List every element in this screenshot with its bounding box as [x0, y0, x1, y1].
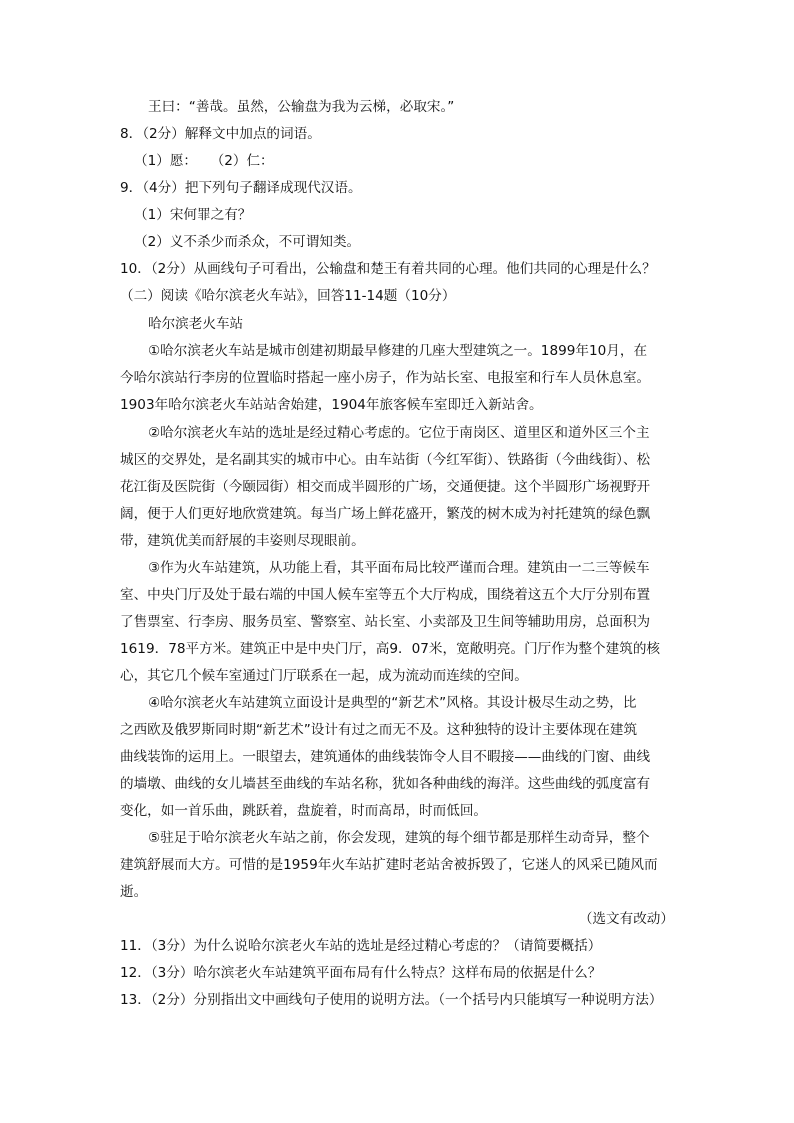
paragraph-5-line: 建筑舒展而大方。可惜的是1959年火车站扩建时老站舍被拆毁了，它迷人的风采已随风而 — [120, 857, 658, 873]
paragraph-1-line: ①哈尔滨老火车站是城市创建初期最早修建的几座大型建筑之一。1899年10月，在 — [148, 343, 648, 359]
source-note: （选文有改动） — [578, 911, 674, 927]
question-10: 10．（2分）从画线句子可看出，公输盘和楚王有着共同的心理。他们共同的心理是什么？ — [120, 261, 656, 277]
paragraph-1-line: 1903年哈尔滨老火车站站舍始建，1904年旅客候车室即迁入新站舍。 — [120, 397, 543, 413]
paragraph-1-line: 今哈尔滨站行李房的位置临时搭起一座小房子，作为站长室、电报室和行车人员休息室。 — [120, 370, 651, 386]
paragraph-4-line: 之西欧及俄罗斯同时期“新艺术”设计有过之而无不及。这种独特的设计主要体现在建筑 — [120, 722, 638, 738]
question-11: 11．（3分）为什么说哈尔滨老火车站的选址是经过精心考虑的？（请简要概括） — [120, 938, 602, 954]
paragraph-2-line: 花江街及医院街（今颐园街）相交而成半圆形的广场，交通便捷。这个半圆形广场视野开 — [120, 479, 651, 495]
paragraph-2-line: ②哈尔滨老火车站的选址是经过精心考虑的。它位于南岗区、道里区和道外区三个主 — [148, 425, 650, 441]
question-9-item-1: （1）宋何罪之有？ — [134, 207, 252, 223]
question-12: 12．（3分）哈尔滨老火车站建筑平面布局有什么特点？这样布局的依据是什么？ — [120, 965, 602, 981]
question-9: 9．（4分）把下列句子翻译成现代汉语。 — [120, 180, 362, 196]
paragraph-3-line: 1619．78平方米。建筑正中是中央门厅，高9．07米，宽敞明亮。门厅作为整个建筑的核 — [120, 641, 661, 657]
paragraph-4-line: 曲线装饰的运用上。一眼望去，建筑通体的曲线装饰令人目不暇接——曲线的门窗、曲线 — [120, 749, 651, 765]
question-8: 8．（2分）解释文中加点的词语。 — [120, 126, 321, 142]
paragraph-2-line: 阔，便于人们更好地欣赏建筑。每当广场上鲜花盛开，繁茂的树木成为衬托建筑的绿色飘 — [120, 506, 651, 522]
paragraph-5-line: ⑤驻足于哈尔滨老火车站之前，你会发现，建筑的每个细节都是那样生动奇异，整个 — [148, 830, 650, 846]
paragraph-3-line: 了售票室、行李房、服务员室、警察室、站长室、小卖部及卫生间等辅助用房，总面积为 — [120, 614, 651, 630]
paragraph-4-line: ④哈尔滨老火车站建筑立面设计是典型的“新艺术”风格。其设计极尽生动之势，比 — [148, 695, 637, 711]
quote-line: 王曰：“善哉。虽然，公输盘为我为云梯，必取宋。” — [148, 99, 455, 115]
article-title: 哈尔滨老火车站 — [148, 316, 244, 332]
paragraph-4-line: 的墙墩、曲线的女儿墙甚至曲线的车站名称，犹如各种曲线的海洋。这些曲线的弧度富有 — [120, 776, 651, 792]
question-9-item-2: （2）义不杀少而杀众，不可谓知类。 — [134, 234, 361, 250]
paragraph-2-line: 带，建筑优美而舒展的丰姿则尽现眼前。 — [120, 533, 365, 549]
paragraph-2-line: 城区的交界处，是名副其实的城市中心。由车站街（今红军街）、铁路街（今曲线街）、松 — [120, 452, 651, 468]
section-heading: （二）阅读《哈尔滨老火车站》，回答11-14题（10分） — [120, 288, 456, 304]
question-13: 13．（2分）分别指出文中画线句子使用的说明方法。（一个括号内只能填写一种说明方法） — [120, 992, 663, 1008]
paragraph-3-line: 室、中央门厅及处于最右端的中国人候车室等五个大厅构成，围绕着这五个大厅分别布置 — [120, 587, 651, 603]
paragraph-3-line: 心，其它几个候车室通过门厅联系在一起，成为流动而连续的空间。 — [120, 668, 528, 684]
paragraph-4-line: 变化，如一首乐曲，跳跃着，盘旋着，时而高昂，时而低回。 — [120, 803, 488, 819]
question-8-items: （1）愿： （2）仁： — [134, 153, 274, 169]
paragraph-3-line: ③作为火车站建筑，从功能上看，其平面布局比较严谨而合理。建筑由一二三等候车 — [148, 560, 650, 576]
paragraph-5-line: 逝。 — [120, 884, 148, 900]
